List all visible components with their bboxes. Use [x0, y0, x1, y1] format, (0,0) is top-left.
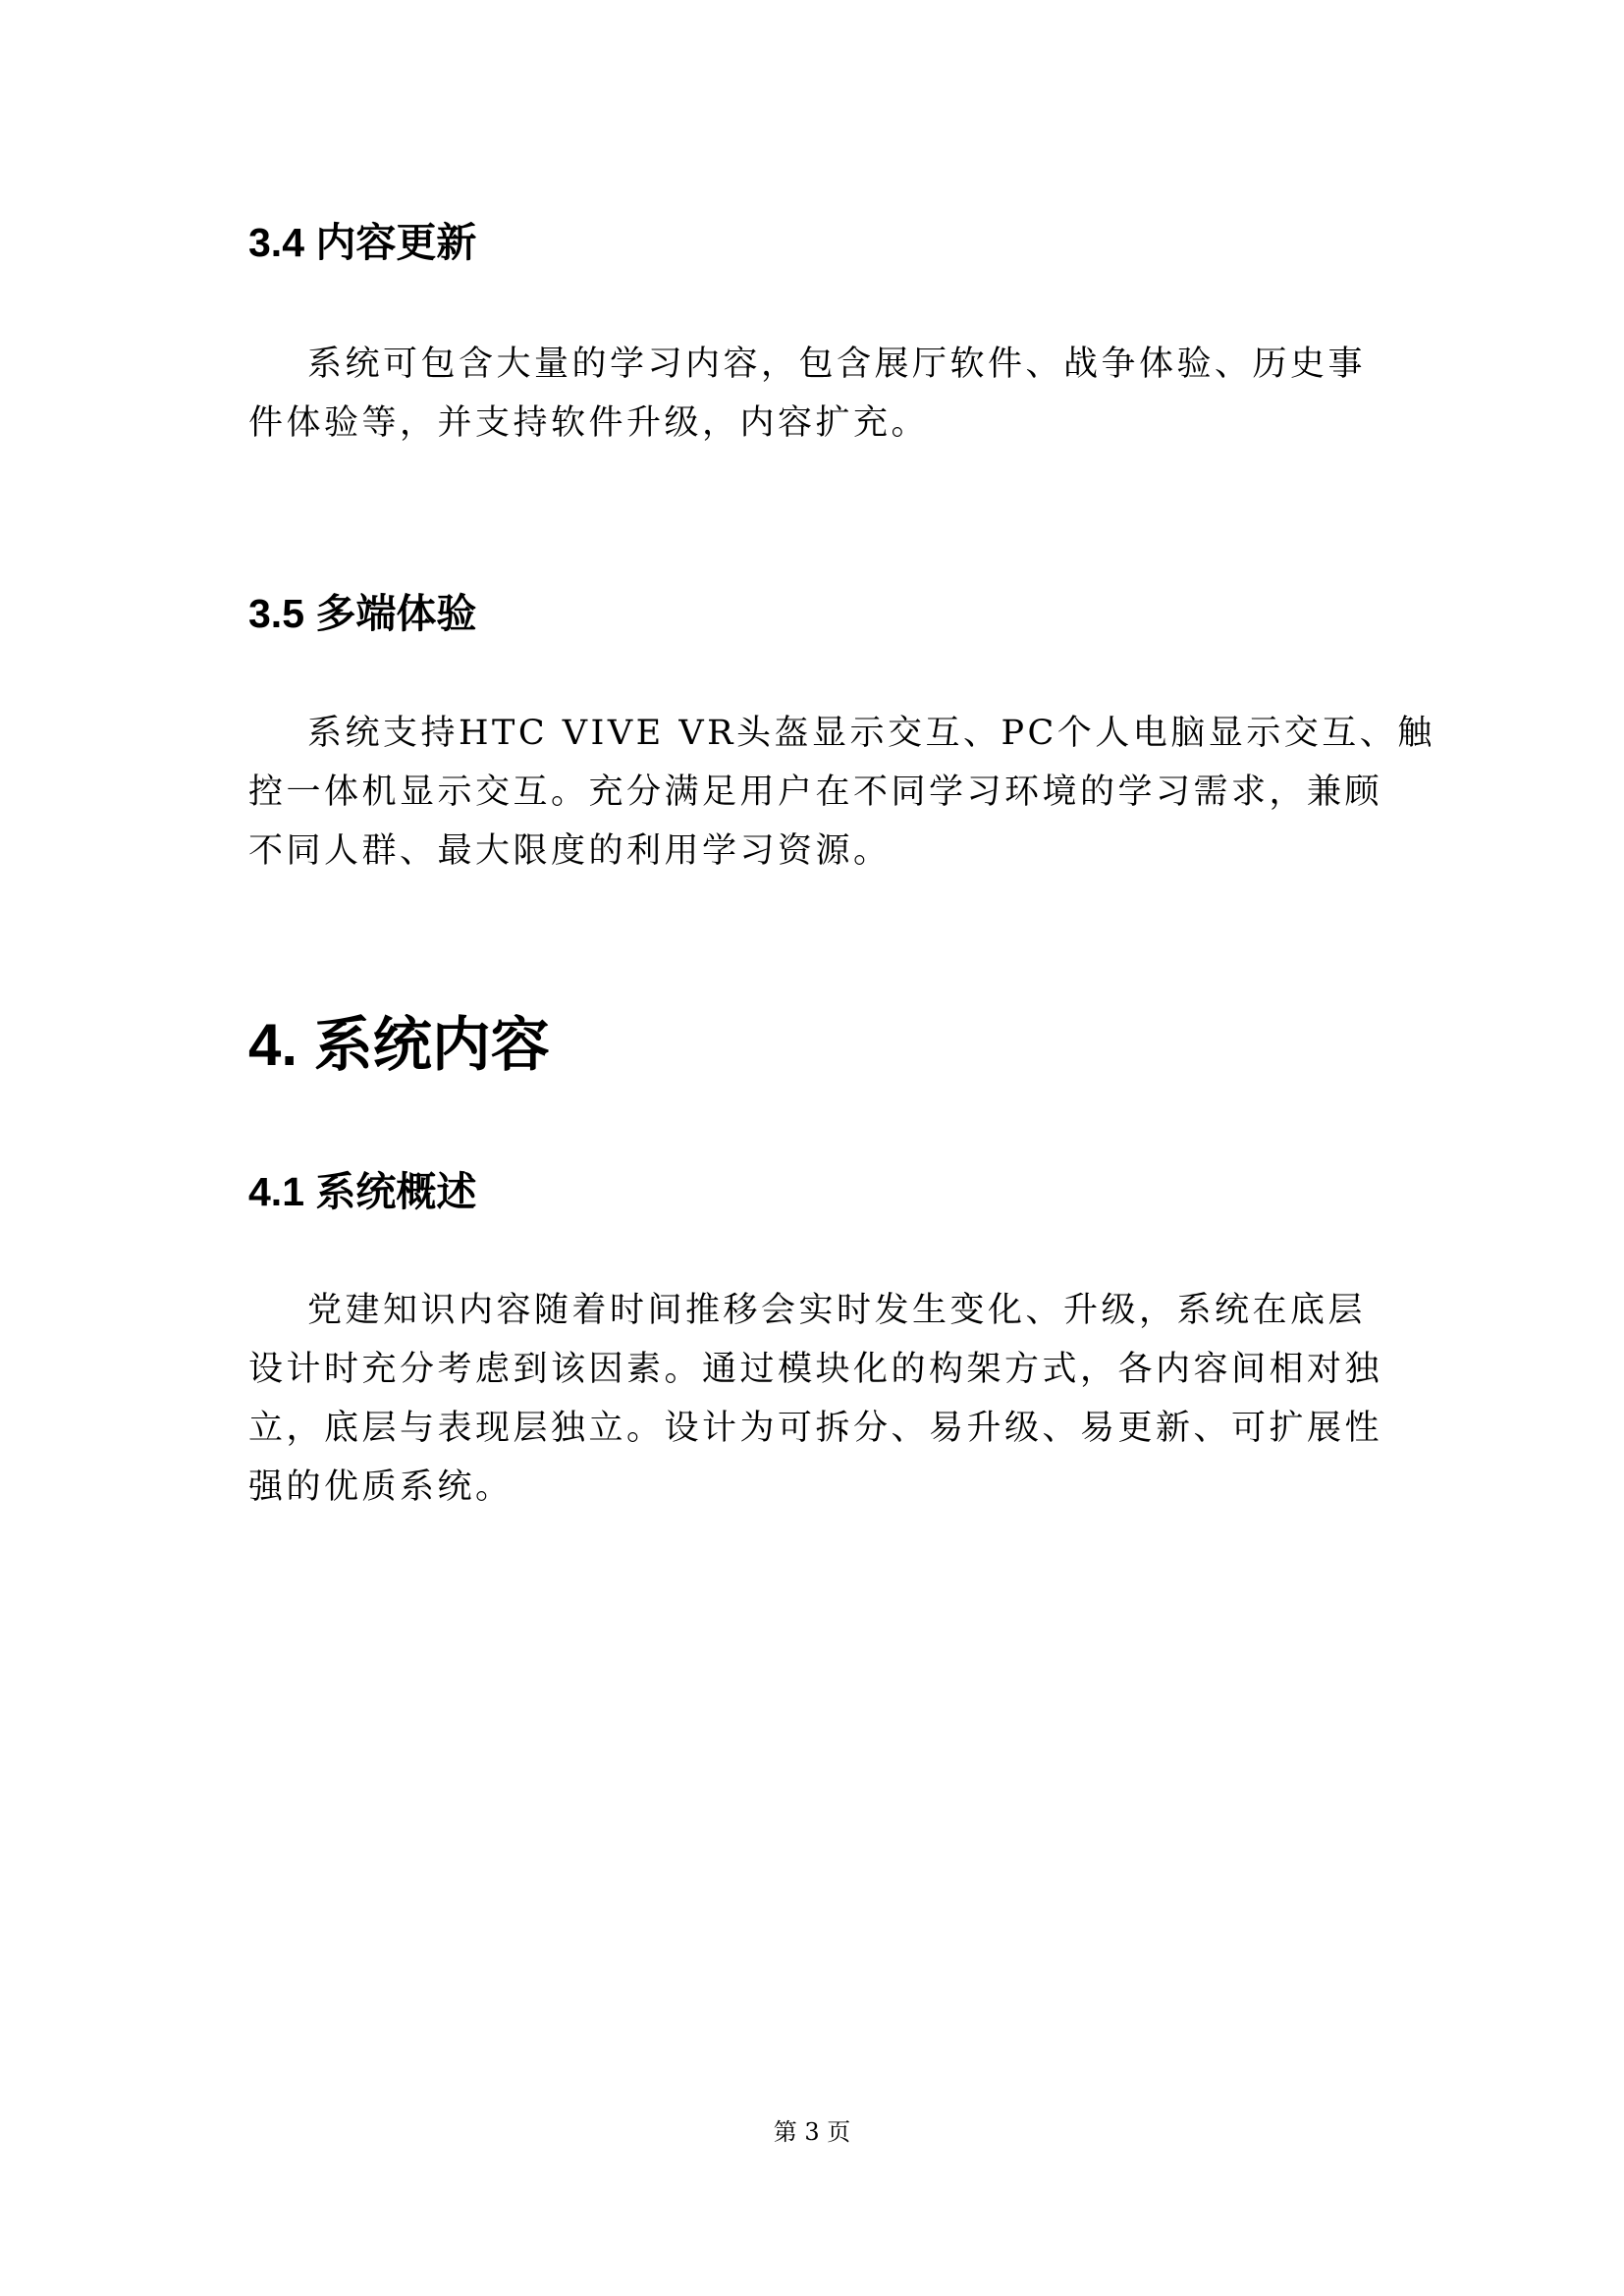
section-3-4-paragraph — [248, 335, 1387, 453]
paragraph-line: 不同人群、最大限度的利用学习资源。 — [248, 831, 892, 871]
paragraph-line: 控一体机显示交互。充分满足用户在不同学习环境的学习需求，兼顾 — [248, 773, 1383, 812]
section-heading-3-4: 3.4 内容更新 — [248, 220, 477, 265]
paragraph-line: 件体验等，并支持软件升级，内容扩充。 — [248, 403, 930, 443]
section-heading-4-1: 4.1 系统概述 — [248, 1169, 477, 1214]
paragraph-line: 立，底层与表现层独立。设计为可拆分、易升级、易更新、可扩展性 — [248, 1409, 1383, 1448]
section-3-5-paragraph — [248, 704, 1435, 881]
chapter-heading-4: 4. 系统内容 — [248, 1012, 550, 1078]
paragraph-line: 设计时充分考虑到该因素。通过模块化的构架方式，各内容间相对独 — [248, 1350, 1383, 1389]
paragraph-line: 系统可包含大量的学习内容，包含展厅软件、战争体验、历史事 — [307, 345, 1367, 384]
paragraph-line: 党建知识内容随着时间推移会实时发生变化、升级，系统在底层 — [307, 1291, 1367, 1330]
page-number: 第 3 页 — [773, 2118, 851, 2146]
section-heading-3-5: 3.5 多端体验 — [248, 591, 477, 636]
paragraph-line: 强的优质系统。 — [248, 1468, 514, 1507]
section-4-1-paragraph — [248, 1281, 1387, 1517]
paragraph-line: 系统支持HTC VIVE VR头盔显示交互、PC个人电脑显示交互、触 — [307, 714, 1435, 753]
